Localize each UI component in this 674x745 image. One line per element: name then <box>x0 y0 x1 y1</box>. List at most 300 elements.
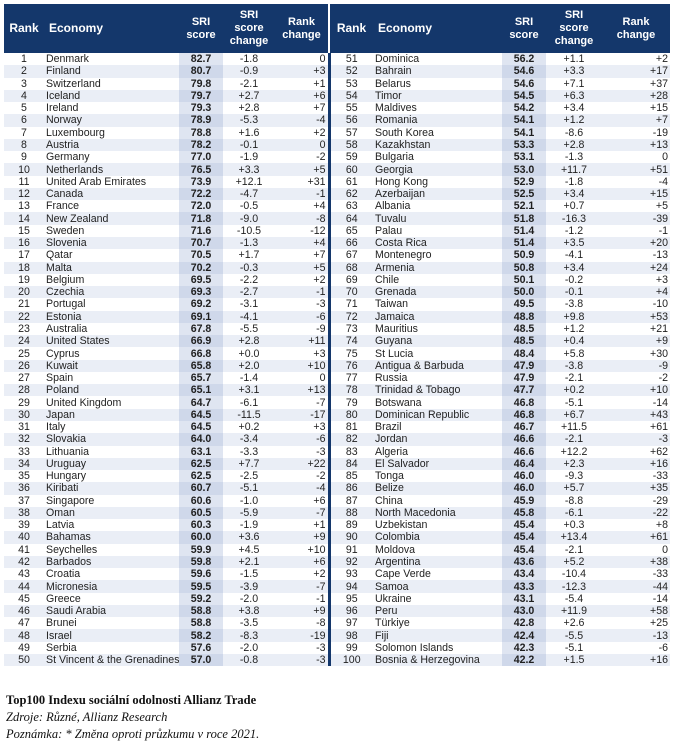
rank-change-cell: +15 <box>602 188 670 200</box>
table-row <box>4 495 670 507</box>
economy-cell: Solomon Islands <box>375 641 454 654</box>
economy-cell: Bosnia & Herzegovina <box>373 654 502 666</box>
economy-cell: Botswana <box>375 396 422 409</box>
sri-score-change-cell: +6.7 <box>546 409 602 421</box>
sri-score-cell: 69.2 <box>179 298 223 310</box>
sri-score-change-cell: -1.3 <box>564 151 584 164</box>
rank-change-cell: +9 <box>275 531 329 543</box>
economy-cell: Norway <box>44 114 179 126</box>
economy-cell: Bahamas <box>44 531 179 543</box>
header-rank-change-line2: change <box>282 28 321 41</box>
rank-cell: 15 <box>18 224 30 237</box>
rank-change-cell: +5 <box>275 262 329 274</box>
table-row <box>4 188 670 200</box>
rank-cell: 5 <box>21 102 27 115</box>
economy-cell: Saudi Arabia <box>44 605 179 617</box>
rank-change-cell: +2 <box>313 568 326 581</box>
rank-cell: 59 <box>329 151 373 163</box>
table-row <box>4 163 670 175</box>
table-row <box>4 360 670 372</box>
sri-score-change-cell: -2.1 <box>564 543 584 556</box>
table-row <box>4 605 670 617</box>
rank-cell: 92 <box>329 556 373 568</box>
sri-score-change-cell: +0.3 <box>563 519 585 532</box>
sri-score-change-cell: +0.2 <box>238 421 260 434</box>
sri-score-cell: 58.8 <box>179 605 223 617</box>
sri-score-change-cell: -8.8 <box>564 494 584 507</box>
economy-cell: Jordan <box>373 433 502 445</box>
economy-cell: Croatia <box>46 568 81 581</box>
economy-cell: Bulgaria <box>375 151 414 164</box>
rank-change-cell: +4 <box>275 237 329 249</box>
economy-cell: Kazakhstan <box>373 139 502 151</box>
sri-score-cell: 62.5 <box>179 458 223 470</box>
sri-score-change-cell: -16.3 <box>546 212 602 224</box>
sri-score-change-cell: -5.1 <box>564 641 584 654</box>
economy-cell: Colombia <box>373 531 502 543</box>
rank-cell: 7 <box>21 126 27 139</box>
sri-score-cell: 59.2 <box>179 593 223 605</box>
economy-cell: Belarus <box>375 77 411 90</box>
rank-cell: 80 <box>329 409 373 421</box>
sri-score-cell: 78.8 <box>179 127 223 139</box>
rank-cell: 27 <box>18 372 30 385</box>
sri-ranking-table <box>4 4 670 666</box>
sri-score-change-cell: +5.2 <box>546 556 602 568</box>
table-row <box>4 482 670 494</box>
header-change-right <box>546 4 602 53</box>
header-economy-right: Economy <box>373 4 502 53</box>
sri-score-cell: 69.3 <box>179 286 223 298</box>
economy-cell: Timor <box>373 90 502 102</box>
sri-score-change-cell: +2.3 <box>546 458 602 470</box>
sri-score-change-cell: +9.8 <box>546 311 602 323</box>
economy-cell: Samoa <box>373 580 502 592</box>
economy-cell: Moldova <box>375 543 416 556</box>
rank-cell: 54 <box>329 90 373 102</box>
rank-change-cell: +10 <box>602 384 670 396</box>
economy-cell: Antigua & Barbuda <box>373 360 502 372</box>
sri-score-change-cell: -9.3 <box>564 470 584 483</box>
rank-cell: 13 <box>18 200 30 213</box>
rank-change-cell: -3 <box>316 298 326 311</box>
sri-score-change-cell: -5.9 <box>223 507 275 519</box>
rank-cell: 94 <box>329 580 373 592</box>
rank-cell: 2 <box>4 65 44 77</box>
header-change-line1: SRI <box>239 9 259 21</box>
sri-score-cell: 72.2 <box>179 188 223 200</box>
sri-score-cell: 53.1 <box>502 151 546 163</box>
rank-change-cell: 0 <box>319 372 326 385</box>
sri-score-change-cell: -3.8 <box>546 360 602 372</box>
rank-change-cell: -6 <box>658 641 668 654</box>
economy-cell: Seychelles <box>46 543 98 556</box>
rank-cell: 46 <box>4 605 44 617</box>
sri-score-change-cell: +5.7 <box>546 482 602 494</box>
sri-score-change-cell: -8.3 <box>223 629 275 641</box>
rank-cell: 90 <box>329 531 373 543</box>
rank-change-cell: 0 <box>662 151 668 164</box>
sri-score-cell: 69.1 <box>179 311 223 323</box>
rank-cell: 3 <box>21 77 27 90</box>
economy-cell: Hungary <box>46 470 87 483</box>
economy-cell: Serbia <box>46 641 77 654</box>
header-score-line1: SRI <box>191 15 211 28</box>
sri-score-change-cell: +2.6 <box>563 617 585 630</box>
sri-score-cell: 48.8 <box>502 311 546 323</box>
sri-score-cell: 51.8 <box>502 212 546 224</box>
economy-cell: Peru <box>373 605 502 617</box>
sri-score-cell: 57.0 <box>179 654 223 666</box>
sri-score-cell: 46.4 <box>502 458 546 470</box>
rank-cell: 9 <box>21 151 27 164</box>
rank-change-cell: +5 <box>655 200 668 213</box>
sri-score-change-cell: +0.7 <box>563 200 585 213</box>
economy-cell: Germany <box>46 151 90 164</box>
rank-change-cell: -3 <box>602 433 670 445</box>
rank-change-cell: +20 <box>602 237 670 249</box>
table-row <box>4 311 670 323</box>
rank-change-cell: -10 <box>652 298 668 311</box>
table-row <box>4 470 670 482</box>
sri-score-cell: 59.8 <box>179 556 223 568</box>
table-row <box>4 617 670 629</box>
sri-score-change-cell: -3.4 <box>223 433 275 445</box>
sri-score-cell: 42.8 <box>502 617 546 629</box>
header-rank-change-line1: Rank <box>622 15 650 28</box>
sri-score-change-cell: -1.5 <box>239 568 259 581</box>
table-row <box>4 102 670 114</box>
sri-score-cell: 59.6 <box>179 568 223 580</box>
sri-score-change-cell: +4.5 <box>238 543 260 556</box>
table-row <box>4 396 670 408</box>
table-row <box>4 53 670 65</box>
sri-score-cell: 54.1 <box>502 127 546 139</box>
rank-change-cell: +53 <box>602 311 670 323</box>
rank-change-cell: -14 <box>652 592 668 605</box>
economy-cell: Malta <box>44 262 179 274</box>
economy-cell: Denmark <box>46 53 89 66</box>
rank-cell: 82 <box>329 433 373 445</box>
rank-change-cell: +2 <box>313 273 326 286</box>
table-row <box>4 90 670 102</box>
rank-change-cell: +51 <box>602 163 670 175</box>
sri-score-change-cell: -5.3 <box>223 114 275 126</box>
rank-cell: 76 <box>329 360 373 372</box>
rank-cell: 42 <box>4 556 44 568</box>
sri-score-cell: 46.8 <box>502 396 546 408</box>
sri-score-cell: 65.8 <box>179 360 223 372</box>
rank-cell: 29 <box>18 396 30 409</box>
sri-score-cell: 52.9 <box>502 176 546 188</box>
rank-cell: 12 <box>4 188 44 200</box>
sri-score-change-cell: -5.5 <box>546 629 602 641</box>
rank-cell: 16 <box>4 237 44 249</box>
table-row <box>4 507 670 519</box>
table-row <box>4 200 670 212</box>
table-body <box>4 53 670 666</box>
table-row <box>4 78 670 90</box>
sri-score-change-cell: -5.1 <box>223 482 275 494</box>
rank-cell: 55 <box>329 102 373 114</box>
sri-score-change-cell: -0.9 <box>223 65 275 77</box>
rank-change-cell: -3 <box>275 654 329 666</box>
rank-change-cell: -6 <box>275 311 329 323</box>
sri-score-change-cell: +0.4 <box>546 335 602 347</box>
sri-score-cell: 56.2 <box>502 53 546 65</box>
table-row <box>4 642 670 654</box>
economy-cell: Brunei <box>46 617 77 630</box>
rank-cell: 56 <box>329 114 373 126</box>
sri-score-change-cell: +11.9 <box>546 605 602 617</box>
caption-source: Zdroje: Různé, Allianz Research <box>6 710 168 724</box>
sri-score-change-cell: -3.5 <box>239 617 259 630</box>
rank-change-cell: -12 <box>310 224 326 237</box>
sri-score-change-cell: +2.8 <box>223 335 275 347</box>
sri-score-change-cell: +1.6 <box>238 126 260 139</box>
sri-score-cell: 42.4 <box>502 629 546 641</box>
sri-score-cell: 42.2 <box>502 654 546 666</box>
sri-score-change-cell: +13.4 <box>546 531 602 543</box>
economy-cell: Azerbaijan <box>373 188 502 200</box>
table-row <box>4 225 670 237</box>
rank-change-cell: -13 <box>602 629 670 641</box>
table-row <box>4 237 670 249</box>
rank-change-cell: -7 <box>275 507 329 519</box>
economy-cell: Australia <box>46 322 88 335</box>
economy-cell: Uruguay <box>44 458 179 470</box>
rank-cell: 74 <box>329 335 373 347</box>
table-row <box>4 139 670 151</box>
economy-cell: North Macedonia <box>373 507 502 519</box>
economy-cell: Russia <box>375 372 408 385</box>
economy-cell: Austria <box>44 139 179 151</box>
rank-change-cell: +1 <box>313 77 326 90</box>
rank-cell: 78 <box>329 384 373 396</box>
economy-cell: Trinidad & Tobago <box>373 384 502 396</box>
rank-change-cell: 0 <box>275 139 329 151</box>
sri-score-cell: 76.5 <box>179 163 223 175</box>
sri-score-change-cell: -5.4 <box>564 592 584 605</box>
rank-change-cell: +1 <box>313 519 326 532</box>
rank-change-cell: +10 <box>307 543 326 556</box>
sri-score-cell: 72.0 <box>179 200 223 212</box>
economy-cell: Ireland <box>46 102 79 115</box>
sri-score-cell: 52.5 <box>502 188 546 200</box>
rank-change-cell: +21 <box>650 322 668 335</box>
sri-score-change-cell: -1.9 <box>239 151 259 164</box>
sri-score-cell: 59.5 <box>179 580 223 592</box>
table-row <box>4 212 670 224</box>
rank-change-cell: +7 <box>313 102 326 115</box>
economy-cell: Israel <box>44 629 179 641</box>
sri-score-cell: 51.4 <box>502 237 546 249</box>
rank-change-cell: -9 <box>316 322 326 335</box>
economy-cell: Romania <box>373 114 502 126</box>
rank-cell: 91 <box>329 544 373 556</box>
rank-change-cell: -29 <box>652 494 668 507</box>
table-row <box>4 593 670 605</box>
economy-cell: Barbados <box>44 556 179 568</box>
sri-score-cell: 80.7 <box>179 65 223 77</box>
rank-cell: 66 <box>329 237 373 249</box>
sri-score-cell: 45.4 <box>502 531 546 543</box>
rank-cell: 97 <box>329 617 373 629</box>
rank-change-cell: +11 <box>275 335 329 347</box>
rank-cell: 43 <box>18 568 30 581</box>
header-rank-left: Rank <box>4 4 44 53</box>
rank-cell: 31 <box>18 421 30 434</box>
rank-change-cell: -33 <box>652 568 668 581</box>
economy-cell: Portugal <box>46 298 86 311</box>
rank-change-cell: +61 <box>650 421 668 434</box>
sri-score-cell: 57.6 <box>179 642 223 654</box>
rank-change-cell: +2 <box>655 53 668 66</box>
economy-cell: Czechia <box>44 286 179 298</box>
economy-cell: Guyana <box>373 335 502 347</box>
rank-cell: 8 <box>4 139 44 151</box>
sri-score-cell: 46.0 <box>502 482 546 494</box>
sri-score-change-cell: -1.4 <box>239 372 259 385</box>
rank-change-cell: -8 <box>316 617 326 630</box>
sri-score-cell: 48.5 <box>502 335 546 347</box>
sri-score-change-cell: -4.7 <box>223 188 275 200</box>
sri-score-change-cell: -0.2 <box>564 273 584 286</box>
rank-change-cell: +9 <box>275 605 329 617</box>
rank-change-cell: -4 <box>275 482 329 494</box>
sri-score-cell: 69.5 <box>179 274 223 286</box>
sri-score-change-cell: -2.1 <box>239 77 259 90</box>
economy-cell: Slovakia <box>44 433 179 445</box>
sri-score-change-cell: -5.1 <box>564 396 584 409</box>
economy-cell: Luxembourg <box>46 126 105 139</box>
rank-change-cell: +61 <box>602 531 670 543</box>
economy-cell: St Lucia <box>375 347 414 360</box>
sri-score-change-cell: -5.5 <box>239 322 259 335</box>
economy-cell: Fiji <box>373 629 502 641</box>
sri-score-cell: 54.2 <box>502 102 546 114</box>
economy-cell: Dominica <box>375 53 420 66</box>
rank-cell: 24 <box>4 335 44 347</box>
rank-cell: 61 <box>329 176 373 188</box>
rank-change-cell: +4 <box>602 286 670 298</box>
table-row <box>4 249 670 261</box>
economy-cell: Costa Rica <box>373 237 502 249</box>
sri-score-cell: 64.0 <box>179 433 223 445</box>
economy-cell: Algeria <box>375 445 408 458</box>
sri-score-cell: 54.6 <box>502 78 546 90</box>
rank-change-cell: +13 <box>275 384 329 396</box>
sri-score-change-cell: +3.3 <box>223 163 275 175</box>
economy-cell: Uzbekistan <box>375 519 428 532</box>
economy-cell: Qatar <box>46 249 73 262</box>
rank-cell: 49 <box>18 641 30 654</box>
economy-cell: Hong Kong <box>375 175 429 188</box>
sri-score-cell: 46.6 <box>502 446 546 458</box>
header-economy-left: Economy <box>44 4 179 53</box>
rank-change-cell: -7 <box>316 396 326 409</box>
table-row <box>4 335 670 347</box>
sri-score-cell: 66.8 <box>179 347 223 359</box>
sri-score-change-cell: +7.1 <box>563 77 585 90</box>
sri-score-change-cell: -2.2 <box>239 273 259 286</box>
table-row <box>4 458 670 470</box>
economy-cell: United States <box>44 335 179 347</box>
economy-cell: South Korea <box>375 126 434 139</box>
rank-cell: 22 <box>4 311 44 323</box>
rank-cell: 77 <box>329 372 373 384</box>
sri-score-cell: 46.7 <box>502 421 546 433</box>
header-rank-change-right <box>602 4 670 53</box>
rank-change-cell: +6 <box>275 556 329 568</box>
sri-score-cell: 42.3 <box>502 642 546 654</box>
sri-score-change-cell: -6.1 <box>239 396 259 409</box>
rank-change-cell: +5 <box>275 163 329 175</box>
sri-score-cell: 65.1 <box>179 384 223 396</box>
sri-score-change-cell: +3.5 <box>546 237 602 249</box>
header-change-line3: change <box>229 35 269 47</box>
table-row <box>4 433 670 445</box>
rank-cell: 14 <box>4 212 44 224</box>
table-row <box>4 262 670 274</box>
sri-score-change-cell: +2.0 <box>223 360 275 372</box>
rank-cell: 4 <box>4 90 44 102</box>
header-score-right <box>502 4 546 53</box>
rank-change-cell: -3 <box>316 641 326 654</box>
sri-score-change-cell: -1.3 <box>223 237 275 249</box>
rank-change-cell: +10 <box>275 360 329 372</box>
economy-cell: Argentina <box>373 556 502 568</box>
economy-cell: Tuvalu <box>373 212 502 224</box>
economy-cell: Jamaica <box>373 311 502 323</box>
sri-score-cell: 65.7 <box>179 372 223 384</box>
rank-change-cell: +30 <box>650 347 668 360</box>
economy-cell: Switzerland <box>46 77 101 90</box>
rank-cell: 52 <box>329 65 373 77</box>
sri-score-cell: 53.0 <box>502 163 546 175</box>
rank-change-cell: -2 <box>316 151 326 164</box>
sri-score-cell: 60.6 <box>179 495 223 507</box>
table-row <box>4 544 670 556</box>
economy-cell: Belgium <box>46 273 85 286</box>
economy-cell: Slovenia <box>44 237 179 249</box>
sri-score-cell: 59.9 <box>179 544 223 556</box>
header-change-line1: SRI <box>564 9 584 21</box>
sri-score-change-cell: -2.5 <box>239 470 259 483</box>
economy-cell: New Zealand <box>44 212 179 224</box>
economy-cell: China <box>375 494 403 507</box>
economy-cell: Kuwait <box>44 360 179 372</box>
rank-cell: 25 <box>18 347 30 360</box>
economy-cell: Iceland <box>44 90 179 102</box>
rank-change-cell: +38 <box>602 556 670 568</box>
economy-cell: Mauritius <box>375 322 418 335</box>
rank-cell: 30 <box>4 409 44 421</box>
rank-cell: 1 <box>21 53 27 66</box>
header-change-line2: score <box>559 22 589 34</box>
table-row <box>4 114 670 126</box>
sri-score-change-cell: +3.3 <box>546 65 602 77</box>
sri-score-cell: 70.5 <box>179 249 223 261</box>
caption-title: Top100 Indexu sociální odolnosti Allianz Trade <box>6 693 257 707</box>
rank-cell: 17 <box>18 249 30 262</box>
economy-cell: Latvia <box>46 519 75 532</box>
sri-score-cell: 45.4 <box>502 544 546 556</box>
economy-cell: Netherlands <box>44 163 179 175</box>
economy-cell: France <box>46 200 79 213</box>
sri-score-cell: 71.8 <box>179 212 223 224</box>
sri-ranking-table-container <box>4 4 670 666</box>
